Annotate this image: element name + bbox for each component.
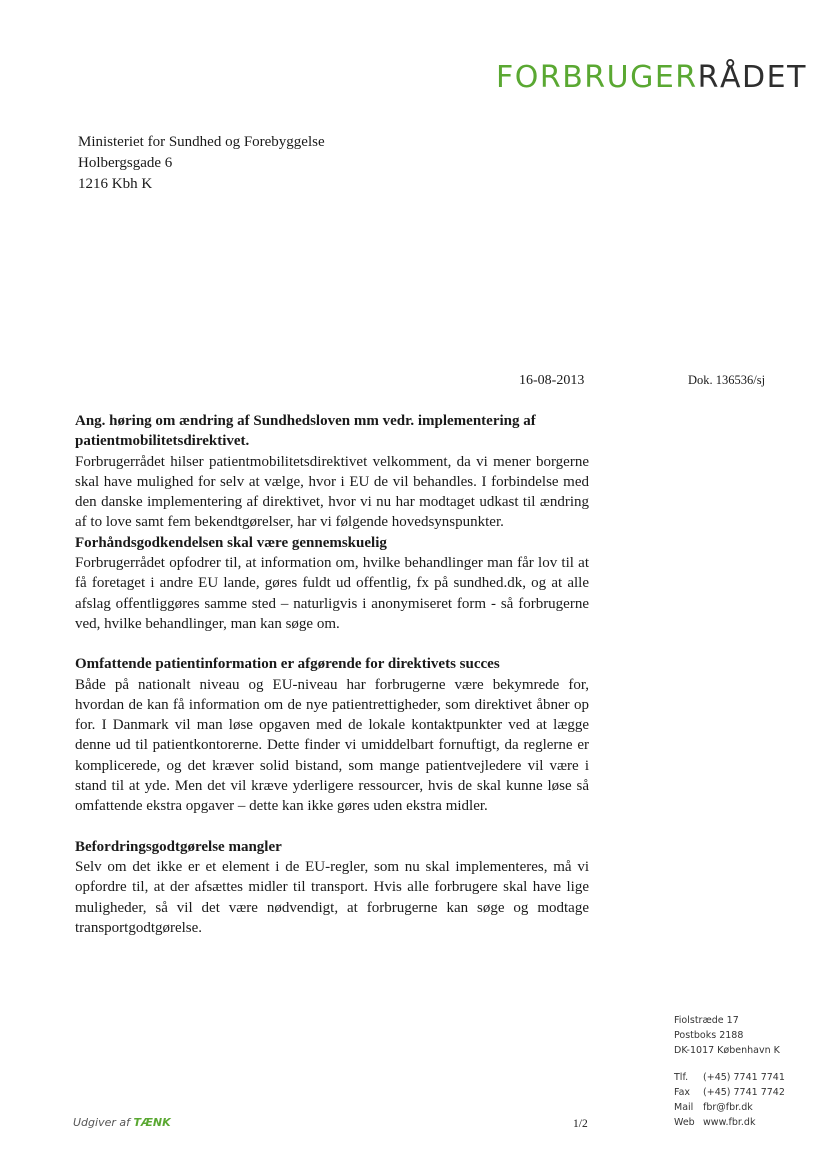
contact-fax [674,1085,785,1100]
letter-body [75,411,589,938]
contact-label: Tlf. [674,1072,689,1083]
recipient-line: Holbergsgade 6 [78,155,173,171]
section [75,837,589,938]
sender-address-line: DK-1017 København K [674,1045,780,1056]
section-body: Både på nationalt niveau og EU-niveau har forbrugerne være bekymrede for, hvordan de kan få information om de nye patientrettigheder, som direktivet åbner op for. I Danmark vil man løse opgaven med de lokale kontaktpunkter ved at lægge denne ud til patientkontorerne. Dette finder vi umiddelbart fornuftigt, da reglerne er komplicerede, og det kræver solid bistand, som mange patientvejledere vil være i stand til at yde. Men det vil kræve yderligere ressourcer, hvis de skal kunne løse så omfattende ekstra opgaver – dette kan ikke gøres uden ekstra midler. [75,676,589,815]
sender-address-line: Postboks 2188 [674,1030,744,1041]
contact-value: www.fbr.dk [703,1117,756,1128]
section-heading: Omfattende patientinformation er afgørende for direktivets succes [75,656,500,673]
sender-spacer [674,1058,785,1070]
recipient-line: 1216 Kbh K [78,176,153,192]
intro-paragraph: Forbrugerrådet hilser patientmobilitetsdirektivet velkomment, da vi mener borgerne skal have mulighed for selv at vælge, hvor i EU de vil behandles. I forbindelse med den danske implementering af direktivet, hvor vi nu har modtaget udkast til ændring af to love samt fem bekendtgørelser, har vi følgende hovedsynspunkter. [75,453,589,531]
document-reference: Dok. 136536/sj [688,373,766,387]
recipient-address [78,132,325,195]
section-heading: Forhåndsgodkendelsen skal være gennemskuelig [75,534,387,551]
contact-value: fbr@fbr.dk [703,1102,753,1113]
section [75,533,589,634]
section-body: Selv om det ikke er et element i de EU-regler, som nu skal implementeres, må vi opfordre til, at der afsættes midler til transport. Hvis alle forbrugere skal have lige muligheder, så vil det være nødvendigt, at forbrugerne kan søge og modtage transportgodtgørelse. [75,858,589,936]
page-number: 1/2 [573,1118,588,1130]
section [75,654,589,816]
section-heading: Befordringsgodtgørelse mangler [75,838,282,855]
contact-mail [674,1100,785,1115]
contact-label: Web [674,1117,695,1128]
logo-part-green: FORBRUGER [496,60,698,95]
contact-label: Mail [674,1102,694,1113]
letter-date: 16-08-2013 [519,373,585,388]
sender-address-line: Fiolstræde 17 [674,1015,739,1026]
taenk-logo: TÆNK [133,1116,171,1129]
sender-info [674,1013,785,1130]
contact-value: (+45) 7741 7742 [703,1087,785,1098]
contact-web [674,1115,785,1130]
publisher-note [73,1116,171,1129]
contact-phone [674,1070,785,1085]
contact-value: (+45) 7741 7741 [703,1072,785,1083]
logo-part-dark: RÅDET [697,60,807,95]
publisher-prefix: Udgiver af [73,1116,130,1129]
letter-subject: Ang. høring om ændring af Sundhedsloven mm vedr. implementering af patientmobilitetsdirektivet. [75,413,536,450]
contact-label: Fax [674,1087,691,1098]
recipient-line: Ministeriet for Sundhed og Forebyggelse [78,134,325,150]
forbrugerraadet-logo [496,60,807,95]
section-body: Forbrugerrådet opfodrer til, at information om, hvilke behandlinger man får lov til at få foretaget i andre EU lande, gøres fuldt ud offentlig, fx på sundhed.dk, og at alle afslag offentliggøres samme sted – naturligvis i anonymiseret form - så forbrugerne ved, hvilke behandlinger, man kan søge om. [75,555,589,632]
